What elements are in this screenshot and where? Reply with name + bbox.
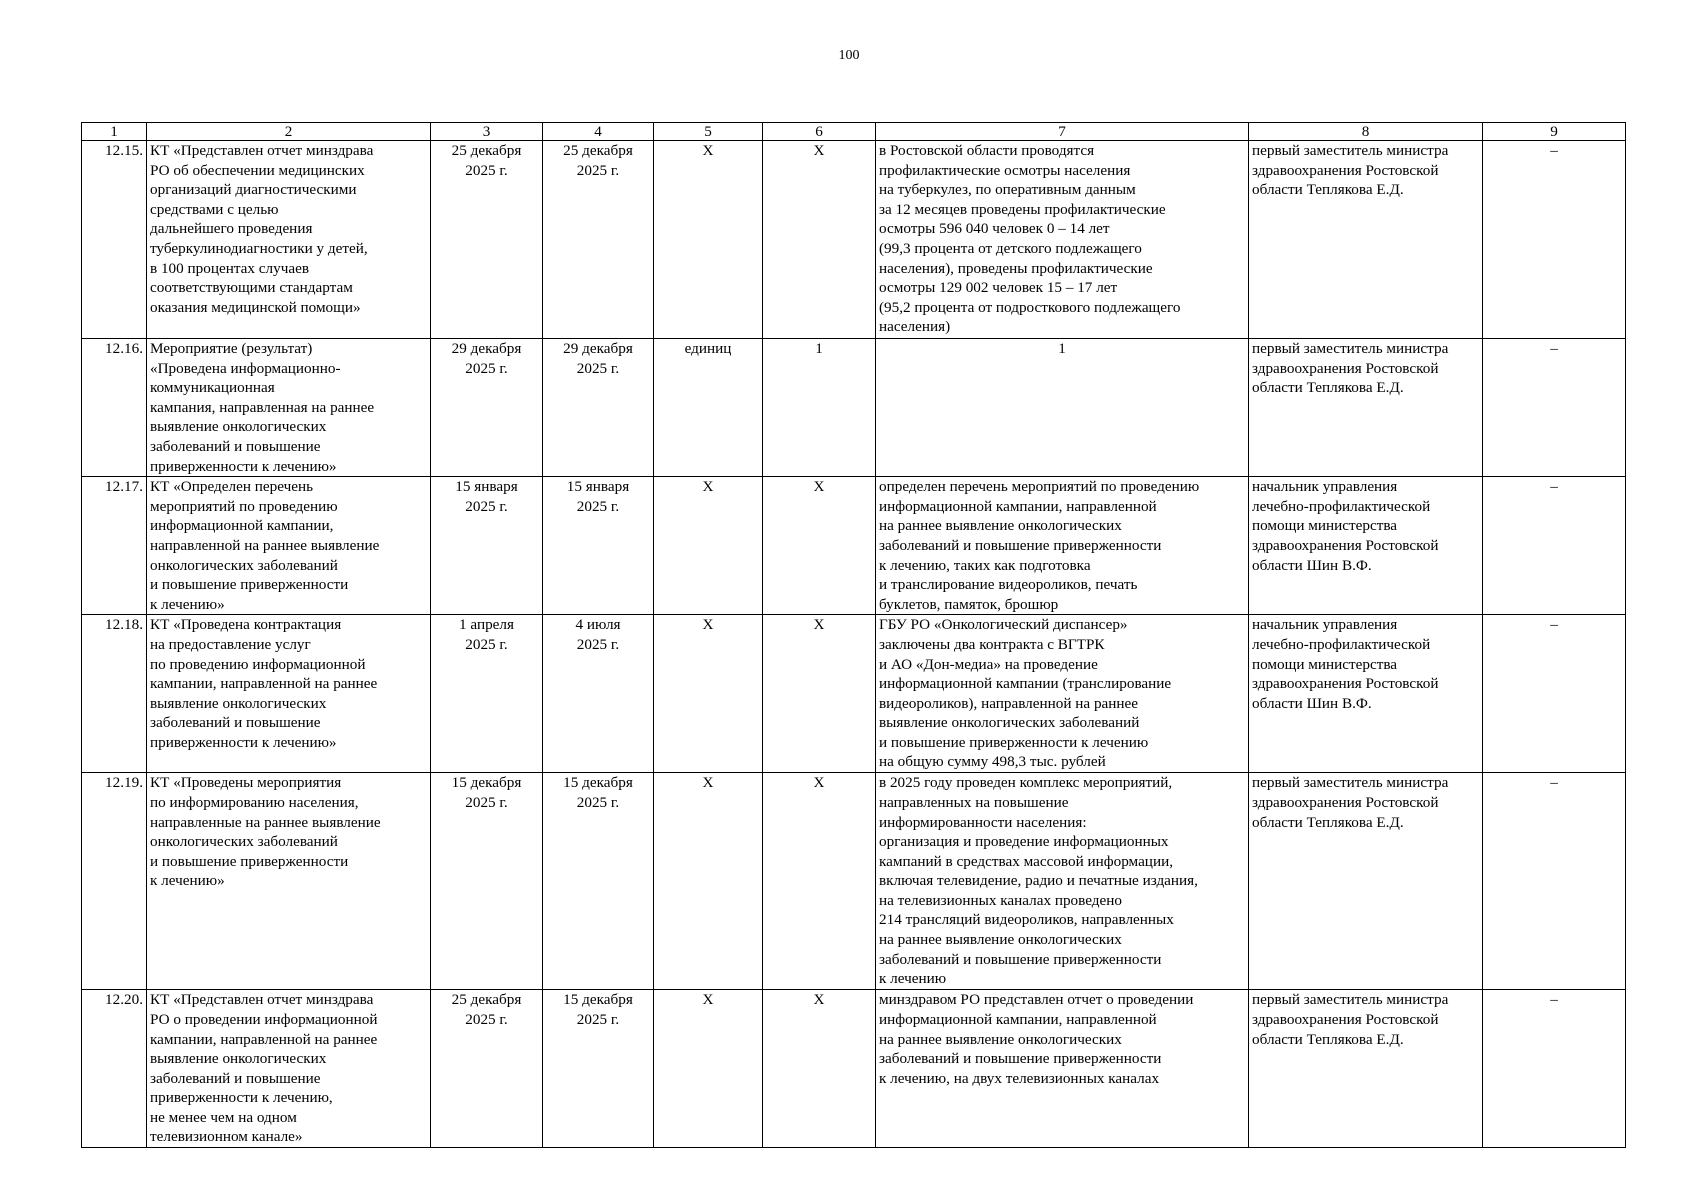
planned-date: 15 января 2025 г. bbox=[431, 477, 543, 615]
header-cell: 4 bbox=[543, 123, 654, 141]
table-row bbox=[82, 141, 1626, 339]
planned-value: Х bbox=[763, 773, 876, 990]
table-row bbox=[82, 477, 1626, 615]
responsible-person: первый заместитель министра здравоохранения Ростовской области Теплякова Е.Д. bbox=[1249, 141, 1483, 339]
responsible-person: начальник управления лечебно-профилактической помощи министерства здравоохранения Ростовской области Шин В.Ф. bbox=[1249, 477, 1483, 615]
header-cell: 9 bbox=[1483, 123, 1626, 141]
header-cell: 8 bbox=[1249, 123, 1483, 141]
planned-date: 25 декабря 2025 г. bbox=[431, 990, 543, 1148]
event-name: КТ «Представлен отчет минздрава РО о проведении информационной кампании, направленной на раннее выявление онкологических заболеваний и повышение приверженности к лечению, не менее чем на одном телевизионном канале» bbox=[147, 990, 431, 1148]
table-row bbox=[82, 990, 1626, 1148]
unit: Х bbox=[654, 773, 763, 990]
result-text: в Ростовской области проводятся профилактические осмотры населения на туберкулез, по оперативным данным за 12 месяцев проведены профилактические осмотры 596 040 человек 0 – 14 лет (99,3 процента от детского подлежащего населения), проведены профилактические осмотры 129 002 человек 15 – 17 лет (95,2 процента от подросткового подлежащего населения) bbox=[876, 141, 1249, 339]
row-number: 12.17. bbox=[82, 477, 147, 615]
row-number: 12.18. bbox=[82, 615, 147, 773]
responsible-person: первый заместитель министра здравоохранения Ростовской области Теплякова Е.Д. bbox=[1249, 990, 1483, 1148]
event-name: КТ «Определен перечень мероприятий по проведению информационной кампании, направленной на раннее выявление онкологических заболеваний и повышение приверженности к лечению» bbox=[147, 477, 431, 615]
actual-date: 15 января 2025 г. bbox=[543, 477, 654, 615]
responsible-person: первый заместитель министра здравоохранения Ростовской области Теплякова Е.Д. bbox=[1249, 339, 1483, 477]
planned-date: 25 декабря 2025 г. bbox=[431, 141, 543, 339]
header-cell: 2 bbox=[147, 123, 431, 141]
actual-date: 4 июля 2025 г. bbox=[543, 615, 654, 773]
planned-date: 1 апреля 2025 г. bbox=[431, 615, 543, 773]
note: – bbox=[1483, 141, 1626, 339]
planned-value: Х bbox=[763, 990, 876, 1148]
event-name: КТ «Проведена контрактация на предоставление услуг по проведению информационной кампании, направленной на раннее выявление онкологических заболеваний и повышение приверженности к лечению» bbox=[147, 615, 431, 773]
event-name: КТ «Представлен отчет минздрава РО об обеспечении медицинских организаций диагностическими средствами с целью дальнейшего проведения туберкулинодиагностики у детей, в 100 процентах случаев соответствующими стандартам оказания медицинской помощи» bbox=[147, 141, 431, 339]
unit: Х bbox=[654, 477, 763, 615]
header-cell: 7 bbox=[876, 123, 1249, 141]
event-name: КТ «Проведены мероприятия по информированию населения, направленные на раннее выявление онкологических заболеваний и повышение приверженности к лечению» bbox=[147, 773, 431, 990]
unit: единиц bbox=[654, 339, 763, 477]
header-cell: 5 bbox=[654, 123, 763, 141]
result-text: ГБУ РО «Онкологический диспансер» заключены два контракта с ВГТРК и АО «Дон-медиа» на проведение информационной кампании (транслирование видеороликов), направленной на раннее выявление онкологических заболеваний и повышение приверженности к лечению на общую сумму 498,3 тыс. рублей bbox=[876, 615, 1249, 773]
unit: Х bbox=[654, 141, 763, 339]
note: – bbox=[1483, 339, 1626, 477]
row-number: 12.20. bbox=[82, 990, 147, 1148]
page-number: 100 bbox=[838, 48, 860, 63]
result-text: минздравом РО представлен отчет о проведении информационной кампании, направленной на раннее выявление онкологических заболеваний и повышение приверженности к лечению, на двух телевизионных каналах bbox=[876, 990, 1249, 1148]
note: – bbox=[1483, 773, 1626, 990]
planned-value: Х bbox=[763, 477, 876, 615]
unit: Х bbox=[654, 615, 763, 773]
header-cell: 3 bbox=[431, 123, 543, 141]
planned-value: Х bbox=[763, 141, 876, 339]
planned-date: 29 декабря 2025 г. bbox=[431, 339, 543, 477]
note: – bbox=[1483, 615, 1626, 773]
actual-date: 25 декабря 2025 г. bbox=[543, 141, 654, 339]
planned-date: 15 декабря 2025 г. bbox=[431, 773, 543, 990]
note: – bbox=[1483, 477, 1626, 615]
result-text: 1 bbox=[876, 339, 1249, 477]
note: – bbox=[1483, 990, 1626, 1148]
actual-date: 15 декабря 2025 г. bbox=[543, 990, 654, 1148]
header-row bbox=[82, 123, 1626, 141]
event-name: Мероприятие (результат) «Проведена информационно- коммуникационная кампания, направленная на раннее выявление онкологических заболеваний и повышение приверженности к лечению» bbox=[147, 339, 431, 477]
row-number: 12.15. bbox=[82, 141, 147, 339]
actual-date: 15 декабря 2025 г. bbox=[543, 773, 654, 990]
table-row bbox=[82, 615, 1626, 773]
header-cell: 1 bbox=[82, 123, 147, 141]
planned-value: Х bbox=[763, 615, 876, 773]
table-row bbox=[82, 339, 1626, 477]
result-text: определен перечень мероприятий по проведению информационной кампании, направленной на раннее выявление онкологических заболеваний и повышение приверженности к лечению, таких как подготовка и транслирование видеороликов, печать буклетов, памяток, брошюр bbox=[876, 477, 1249, 615]
row-number: 12.16. bbox=[82, 339, 147, 477]
planned-value: 1 bbox=[763, 339, 876, 477]
responsible-person: первый заместитель министра здравоохранения Ростовской области Теплякова Е.Д. bbox=[1249, 773, 1483, 990]
table-row bbox=[82, 773, 1626, 990]
row-number: 12.19. bbox=[82, 773, 147, 990]
actual-date: 29 декабря 2025 г. bbox=[543, 339, 654, 477]
result-text: в 2025 году проведен комплекс мероприятий, направленных на повышение информированности населения: организация и проведение информационных кампаний в средствах массовой информации, включая телевидение, радио и печатные издания, на телевизионных каналах проведено 214 трансляций видеороликов, направленных на раннее выявление онкологических заболеваний и повышение приверженности к лечению bbox=[876, 773, 1249, 990]
responsible-person: начальник управления лечебно-профилактической помощи министерства здравоохранения Ростовской области Шин В.Ф. bbox=[1249, 615, 1483, 773]
unit: Х bbox=[654, 990, 763, 1148]
header-cell: 6 bbox=[763, 123, 876, 141]
report-table bbox=[81, 122, 1626, 1148]
